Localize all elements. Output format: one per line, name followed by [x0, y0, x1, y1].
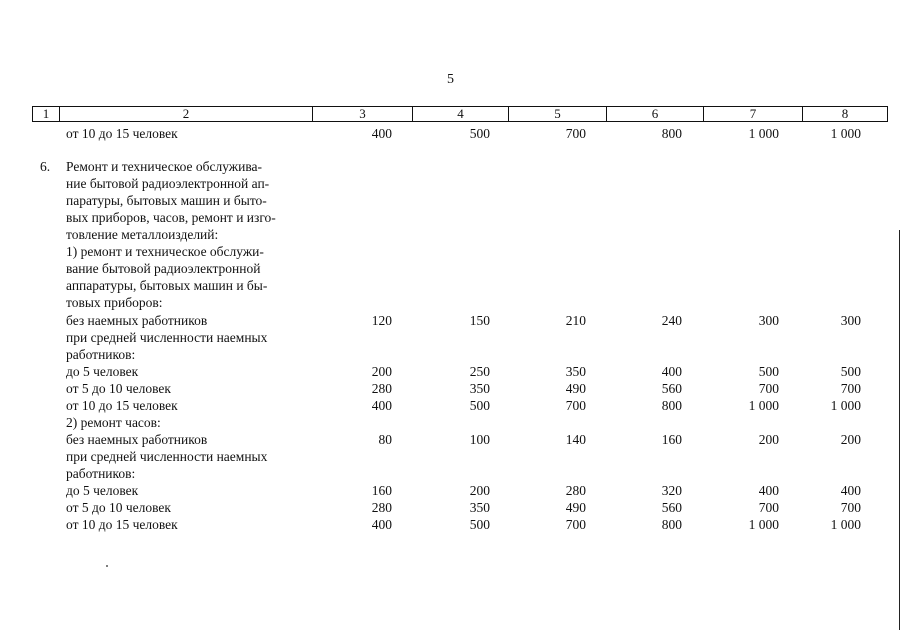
row-value-col-4: 500 — [469, 517, 490, 532]
row-value-col-6: 160 — [661, 432, 682, 447]
table-row — [0, 209, 905, 226]
row-label: от 5 до 10 человек — [66, 500, 171, 515]
row-value-col-6: 800 — [661, 126, 682, 141]
row-value-col-8: 200 — [840, 432, 861, 447]
row-value-col-7: 1 000 — [748, 126, 779, 141]
table-row — [0, 448, 905, 465]
row-value-col-3: 200 — [371, 364, 392, 379]
table-row — [0, 380, 905, 397]
row-value-col-4: 350 — [469, 500, 490, 515]
row-label: вых приборов, часов, ремонт и изго- — [66, 210, 276, 225]
row-label: до 5 человек — [66, 483, 139, 498]
row-value-col-8: 700 — [840, 500, 861, 515]
row-value-col-8: 1 000 — [830, 517, 861, 532]
row-label: без наемных работников — [66, 432, 208, 447]
table-row — [0, 158, 905, 175]
row-value-col-5: 700 — [565, 126, 586, 141]
row-value-col-7: 1 000 — [748, 517, 779, 532]
table-row — [0, 226, 905, 243]
table-row — [0, 175, 905, 192]
table-row — [0, 329, 905, 346]
table-row — [0, 431, 905, 448]
column-header-4: 4 — [413, 107, 509, 122]
page-edge-line — [899, 230, 900, 630]
row-label: паратуры, бытовых машин и быто- — [66, 193, 267, 208]
table-row — [0, 312, 905, 329]
row-label: товление металлоизделий: — [66, 227, 219, 242]
row-value-col-8: 400 — [840, 483, 861, 498]
table-row — [0, 363, 905, 380]
row-label: работников: — [66, 466, 136, 481]
row-label: аппаратуры, бытовых машин и бы- — [66, 278, 268, 293]
table-row — [0, 482, 905, 499]
row-value-col-3: 400 — [371, 398, 392, 413]
column-header-1: 1 — [33, 107, 60, 122]
table-row — [0, 516, 905, 533]
table-row — [0, 260, 905, 277]
row-value-col-6: 560 — [661, 500, 682, 515]
row-value-col-3: 280 — [371, 381, 392, 396]
row-label: при средней численности наемных — [66, 330, 268, 345]
page-number: 5 — [447, 72, 454, 87]
row-label: без наемных работников — [66, 313, 208, 328]
row-label: до 5 человек — [66, 364, 139, 379]
row-value-col-6: 320 — [661, 483, 682, 498]
row-label: от 10 до 15 человек — [66, 126, 178, 141]
row-label: работников: — [66, 347, 136, 362]
row-label: 1) ремонт и техническое обслужи- — [66, 244, 264, 259]
row-value-col-3: 80 — [378, 432, 392, 447]
column-header-table — [32, 106, 888, 122]
row-value-col-7: 500 — [758, 364, 779, 379]
table-row — [0, 125, 905, 142]
row-value-col-5: 700 — [565, 398, 586, 413]
row-value-col-3: 120 — [371, 313, 392, 328]
column-header-row — [33, 107, 888, 122]
row-value-col-4: 100 — [469, 432, 490, 447]
row-value-col-6: 800 — [661, 398, 682, 413]
row-label: от 5 до 10 человек — [66, 381, 171, 396]
row-value-col-6: 800 — [661, 517, 682, 532]
row-value-col-4: 200 — [469, 483, 490, 498]
row-number: 6. — [40, 159, 51, 174]
row-value-col-6: 560 — [661, 381, 682, 396]
row-value-col-5: 700 — [565, 517, 586, 532]
table-row — [0, 397, 905, 414]
column-header-2: 2 — [60, 107, 313, 122]
column-header-5: 5 — [509, 107, 607, 122]
row-value-col-7: 300 — [758, 313, 779, 328]
row-value-col-5: 280 — [565, 483, 586, 498]
row-value-col-7: 400 — [758, 483, 779, 498]
row-label: 2) ремонт часов: — [66, 415, 161, 430]
row-label: от 10 до 15 человек — [66, 517, 178, 532]
column-header-6: 6 — [607, 107, 704, 122]
row-value-col-5: 140 — [565, 432, 586, 447]
row-label: Ремонт и техническое обслужива- — [66, 159, 263, 174]
row-value-col-8: 700 — [840, 381, 861, 396]
table-row — [0, 192, 905, 209]
row-value-col-3: 400 — [371, 126, 392, 141]
table-row — [0, 294, 905, 311]
row-label: вание бытовой радиоэлектронной — [66, 261, 261, 276]
row-label: ние бытовой радиоэлектронной ап- — [66, 176, 270, 191]
column-header-7: 7 — [704, 107, 803, 122]
scan-speck — [106, 565, 108, 567]
row-value-col-4: 250 — [469, 364, 490, 379]
table-row — [0, 414, 905, 431]
row-value-col-5: 490 — [565, 381, 586, 396]
row-value-col-5: 350 — [565, 364, 586, 379]
column-header-8: 8 — [803, 107, 888, 122]
row-value-col-6: 400 — [661, 364, 682, 379]
row-label: товых приборов: — [66, 295, 163, 310]
row-value-col-6: 240 — [661, 313, 682, 328]
row-value-col-4: 500 — [469, 126, 490, 141]
row-value-col-4: 150 — [469, 313, 490, 328]
row-value-col-3: 400 — [371, 517, 392, 532]
table-row — [0, 346, 905, 363]
row-value-col-8: 1 000 — [830, 126, 861, 141]
row-label: при средней численности наемных — [66, 449, 268, 464]
row-label: от 10 до 15 человек — [66, 398, 178, 413]
table-row — [0, 277, 905, 294]
table-row — [0, 243, 905, 260]
table-row — [0, 499, 905, 516]
row-value-col-8: 300 — [840, 313, 861, 328]
row-value-col-4: 500 — [469, 398, 490, 413]
row-value-col-5: 490 — [565, 500, 586, 515]
row-value-col-5: 210 — [565, 313, 586, 328]
row-value-col-8: 1 000 — [830, 398, 861, 413]
column-header-3: 3 — [313, 107, 413, 122]
row-value-col-7: 1 000 — [748, 398, 779, 413]
row-value-col-7: 700 — [758, 381, 779, 396]
table-row — [0, 465, 905, 482]
row-value-col-7: 700 — [758, 500, 779, 515]
row-value-col-7: 200 — [758, 432, 779, 447]
row-value-col-3: 160 — [371, 483, 392, 498]
row-value-col-3: 280 — [371, 500, 392, 515]
row-value-col-8: 500 — [840, 364, 861, 379]
row-value-col-4: 350 — [469, 381, 490, 396]
